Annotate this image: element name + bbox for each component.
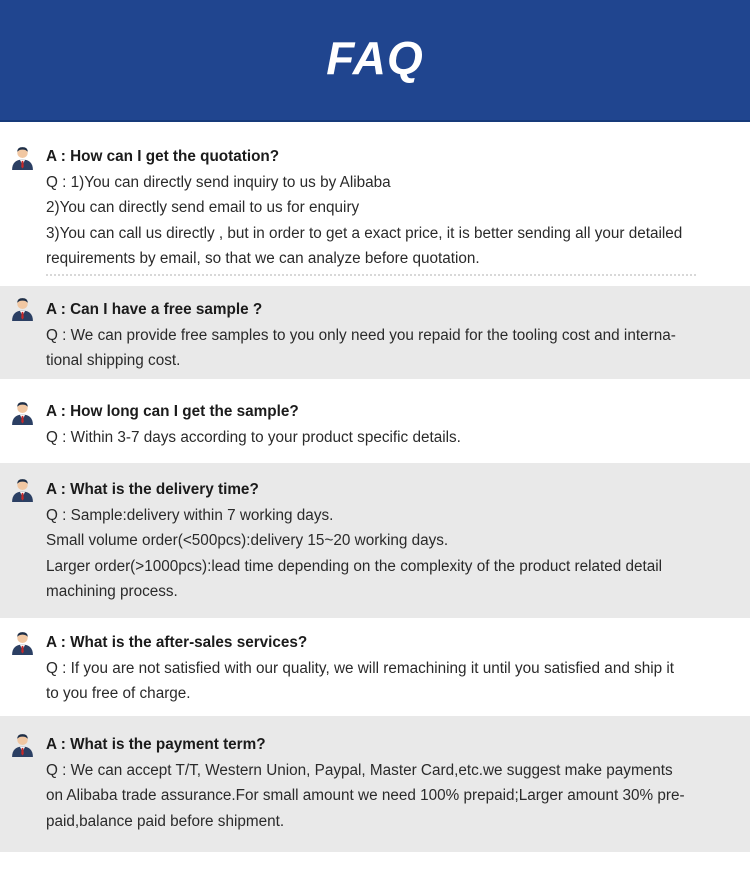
faq-item-after-sales [0,618,750,716]
faq-item-delivery [0,463,750,618]
faq-question: A : What is the delivery time? [46,481,259,498]
businessman-icon [10,477,35,502]
faq-answer-line: Q : We can accept T/T, Western Union, Paypal, Master Card,etc.we suggest make payments [46,761,673,779]
faq-answer-line: Q : If you are not satisfied with our quality, we will remachining it until you satisfied and ship it [46,659,675,677]
faq-answer-line: Q : Within 3-7 days according to your product specific details. [46,428,461,446]
faq-answer-line: paid,balance paid before shipment. [46,812,285,830]
businessman-icon [10,145,35,170]
faq-answer-line: 2)You can directly send email to us for enquiry [46,199,360,217]
faq-item-free-sample [0,286,750,379]
businessman-icon [10,630,35,655]
businessman-icon [10,296,35,321]
businessman-icon [10,400,35,425]
faq-answer-line: on Alibaba trade assurance.For small amount we need 100% prepaid;Larger amount 30% pre- [46,787,685,805]
faq-answer-line: Q : We can provide free samples to you only need you repaid for the tooling cost and interna- [46,326,676,344]
faq-item-sample-time [0,379,750,463]
faq-item-payment [0,716,750,852]
faq-item-quotation [0,122,750,285]
faq-answer-line: to you free of charge. [46,685,191,703]
dotted-divider [46,274,696,276]
faq-question: A : What is the after-sales services? [46,634,308,651]
page-title: FAQ [326,32,424,84]
faq-answer-line: Small volume order(<500pcs):delivery 15~20 working days. [46,532,449,550]
faq-question: A : What is the payment term? [46,736,266,753]
faq-header [0,0,750,122]
faq-answer-line: 3)You can call us directly , but in order to get a exact price, it is better sending all your detailed [46,224,683,242]
faq-question: A : How long can I get the sample? [46,403,299,420]
businessman-icon [10,732,35,757]
faq-answer-line: Larger order(>1000pcs):lead time depending on the complexity of the product related detail [46,557,663,575]
faq-question: A : Can I have a free sample ? [46,301,263,318]
faq-question: A : How can I get the quotation? [46,148,280,165]
faq-answer-line: Q : 1)You can directly send inquiry to us by Alibaba [46,173,391,191]
faq-answer-line: machining process. [46,583,178,601]
faq-answer-line: requirements by email, so that we can analyze before quotation. [46,250,480,268]
faq-answer-line: tional shipping cost. [46,352,181,370]
faq-answer-line: Q : Sample:delivery within 7 working days. [46,506,334,524]
